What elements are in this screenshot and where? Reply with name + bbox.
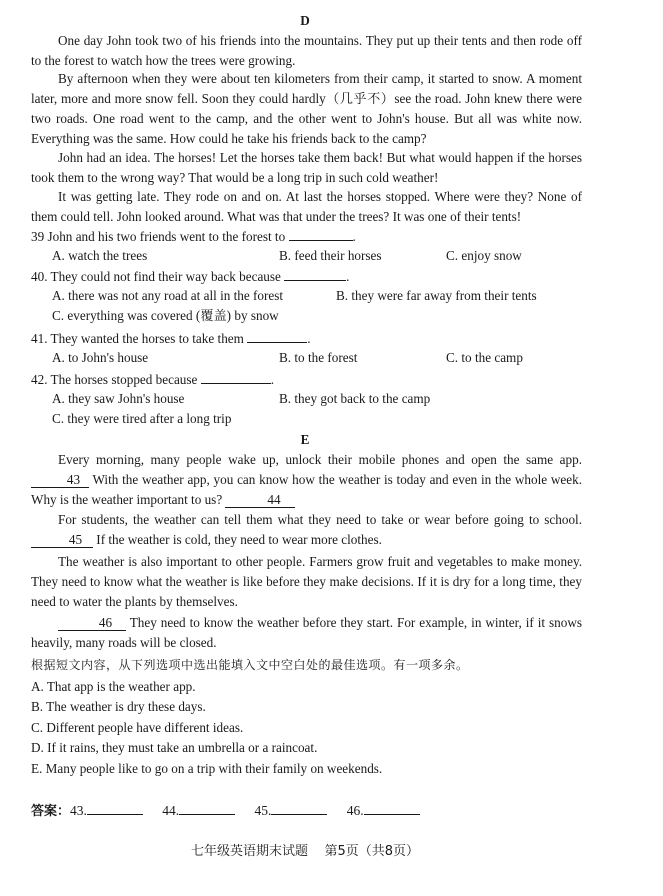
blank-43: 43 xyxy=(31,473,89,488)
section-e-paragraph-3: The weather is also important to other people. Farmers grow fruit and vegetables to make money. They need to know what the weather is like before they make decisions. If it is dry for a long time, they need to water the plants by themselves. xyxy=(31,554,582,609)
answer-45-number: 45. xyxy=(254,803,272,818)
paragraph-text: For students, the weather can tell them what they need to take or wear before going to school. xyxy=(58,512,582,527)
question-end: . xyxy=(307,331,311,346)
answer-line xyxy=(31,800,420,822)
paragraph-text: If the weather is cold, they need to wear more clothes. xyxy=(96,532,382,547)
instruction-text: 根据短文内容，从下列选项中选出能填入文中空白处的最佳选项。有一项多余。 xyxy=(31,658,469,672)
blank-46: 46 xyxy=(58,616,126,631)
paragraph-text: With the weather app, you can know how the weather is today and even in the whole week. Why is the weather important to us? xyxy=(31,472,582,507)
question-end: . xyxy=(352,229,356,244)
question-40 xyxy=(31,266,591,287)
option-41-c: C. to the camp xyxy=(446,350,523,365)
answer-blank xyxy=(247,328,307,343)
section-e-paragraph-2 xyxy=(31,510,582,550)
section-d-paragraph-3: John had an idea. The horses! Let the horses take them back! But what would happen if the horses took them to the wrong way? That would be a long trip in such cold weather! xyxy=(31,150,582,185)
option-41-a: A. to John's house xyxy=(52,350,149,365)
question-stem: 41. They wanted the horses to take them xyxy=(31,331,244,346)
answer-43-number: 43. xyxy=(70,803,87,818)
answer-43-blank[interactable] xyxy=(87,800,143,815)
option-e-b: B. The weather is dry these days. xyxy=(31,699,206,714)
section-d-title: D xyxy=(300,13,310,28)
answer-blank xyxy=(284,266,346,281)
option-39-b: B. feed their horses xyxy=(279,248,382,263)
answer-blank xyxy=(289,226,353,241)
question-end: . xyxy=(270,372,274,387)
paragraph-text: Every morning, many people wake up, unlock their mobile phones and open the same app. xyxy=(58,452,582,467)
question-stem: 40. They could not find their way back because xyxy=(31,269,281,284)
option-e-c: C. Different people have different ideas. xyxy=(31,720,244,735)
question-stem: 42. The horses stopped because xyxy=(31,372,198,387)
answer-44-blank[interactable] xyxy=(179,800,235,815)
page-footer: 七年级英语期末试题 第5页（共8页） xyxy=(190,844,420,859)
option-42-b: B. they got back to the camp xyxy=(279,391,431,406)
question-42 xyxy=(31,369,591,390)
answer-45-blank[interactable] xyxy=(271,800,327,815)
answer-label: 答案： xyxy=(31,804,71,819)
option-42-c: C. they were tired after a long trip xyxy=(52,411,232,426)
question-41 xyxy=(31,328,591,349)
answer-46-number: 46. xyxy=(346,803,364,818)
question-end: . xyxy=(346,269,350,284)
section-d-paragraph-1: One day John took two of his friends into the mountains. They put up their tents and then rode off to the forest to watch how the trees were growing. xyxy=(31,33,582,68)
blank-45: 45 xyxy=(31,533,93,548)
question-39 xyxy=(31,226,591,247)
option-39-c: C. enjoy snow xyxy=(446,248,522,263)
answer-44-number: 44. xyxy=(162,803,180,818)
option-40-a: A. there was not any road at all in the forest xyxy=(52,288,284,303)
option-42-a: A. they saw John's house xyxy=(52,391,185,406)
paragraph-text: They need to know the weather before they start. For example, in winter, if it snows heavily, many roads will be closed. xyxy=(31,615,583,650)
section-e-paragraph-1 xyxy=(31,450,582,510)
option-41-b: B. to the forest xyxy=(279,350,358,365)
answer-46-blank[interactable] xyxy=(364,800,420,815)
section-e-paragraph-4 xyxy=(31,613,582,653)
answer-blank xyxy=(201,369,271,384)
option-40-c: C. everything was covered (覆盖) by snow xyxy=(52,308,279,323)
option-40-b: B. they were far away from their tents xyxy=(336,288,537,303)
option-e-e: E. Many people like to go on a trip with their family on weekends. xyxy=(31,761,383,776)
option-e-a: A. That app is the weather app. xyxy=(31,679,196,694)
option-39-a: A. watch the trees xyxy=(52,248,148,263)
section-d-paragraph-4: It was getting late. They rode on and on. At last the horses stopped. Where were they? None of them could tell. John looked around. What was that under the trees? It was one of their tents! xyxy=(31,189,582,224)
question-stem: 39 John and his two friends went to the forest to xyxy=(31,229,286,244)
option-e-d: D. If it rains, they must take an umbrella or a raincoat. xyxy=(31,740,318,755)
blank-44: 44 xyxy=(225,493,295,508)
section-d-paragraph-2: By afternoon when they were about ten kilometers from their camp, it started to snow. A moment later, more and more snow fell. Soon they could hardly（几乎不）see the road. John knew there were two roads. One road went to the camp, and the other went to John's house. But all was white now. Everything was the same. How could he take his friends back to the camp? xyxy=(31,71,582,146)
section-e-title: E xyxy=(300,432,310,447)
